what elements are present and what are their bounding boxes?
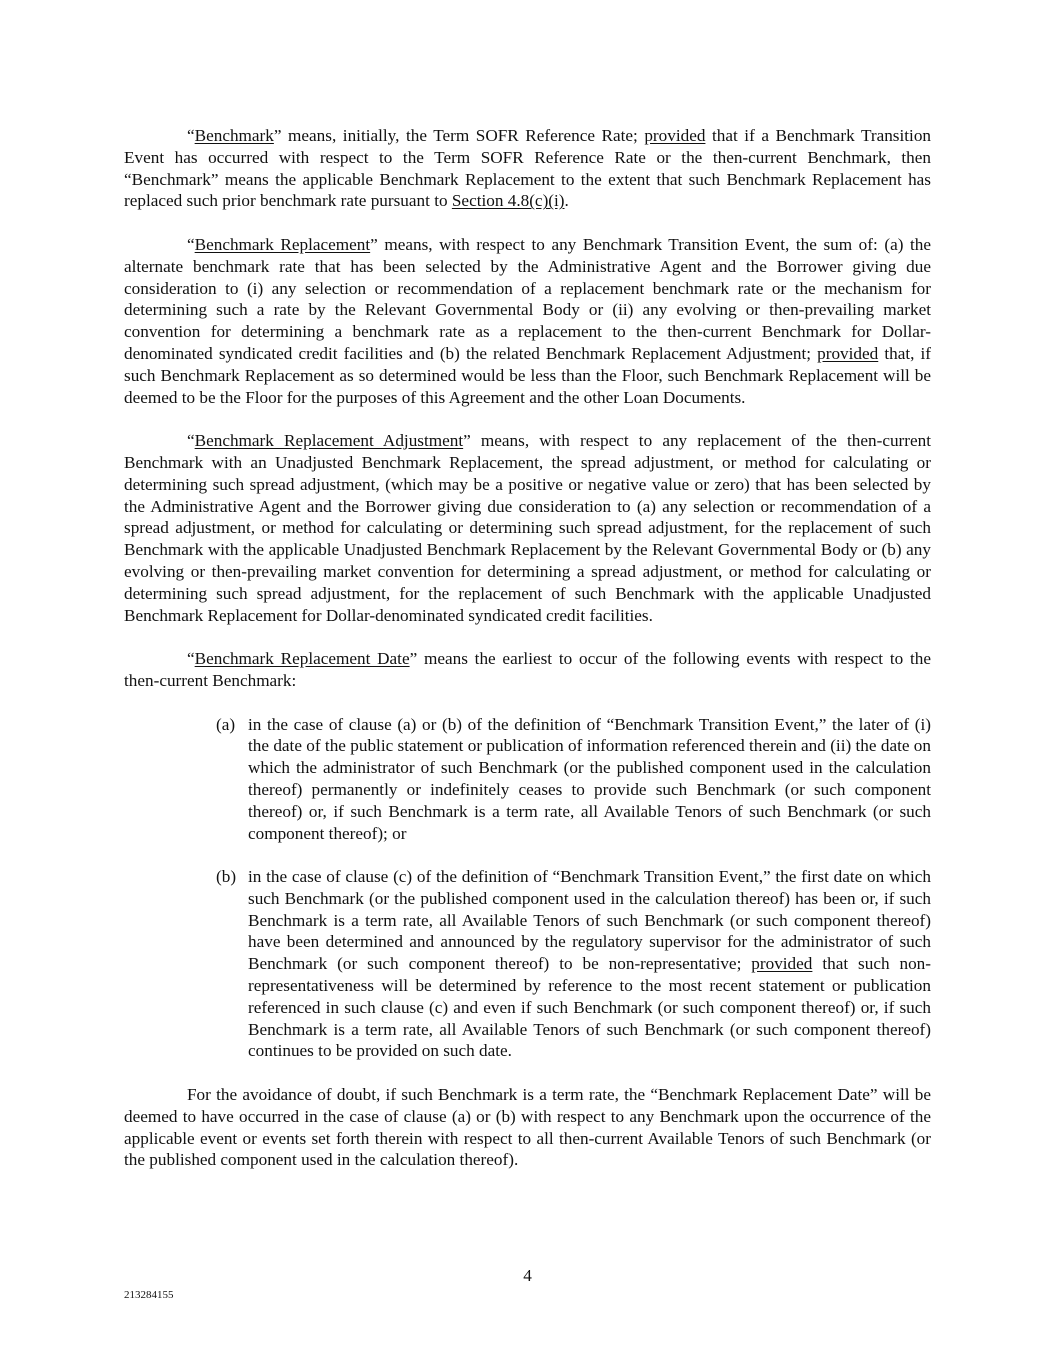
provided-term: provided	[751, 954, 813, 974]
avoidance-of-doubt-paragraph: For the avoidance of doubt, if such Benchmark is a term rate, the “Benchmark Replacement Date” will be deemed to have occurred in the case of clause (a) or (b) with respect to any Benchmark upon the occurrence of the applicable event or events set forth therein with respect to all then-current Available Tenors of such Benchmark (or the published component used in the calculation thereof).	[124, 1085, 931, 1170]
provided-term: provided	[644, 126, 706, 145]
list-item-b: (b) in the case of clause (c) of the definition of “Benchmark Transition Event,” the first date on which such Benchmark (or the published component used in the calculation thereof) has been or, if such Benchmark is a term rate, all Available Tenors of such Benchmark (or such component thereof) have been determined and announced by the regulatory supervisor for the administrator of such Benchmark (or such component thereof) to be non-representative; provided that such non-representativeness will be determined by reference to the most recent statement or publication referenced in such clause (c) and even if such Benchmark (or such component thereof) or, if such Benchmark is a term rate, all Available Tenors of such Benchmark (or such component thereof) continues to be provided on such date.	[216, 867, 931, 1061]
provided-term: provided	[817, 343, 879, 363]
list-item-a	[216, 714, 931, 845]
defined-term: Benchmark Replacement Adjustment	[194, 431, 464, 451]
list-item-label: (b)	[216, 867, 237, 887]
definition-benchmark-replacement-date: “Benchmark Replacement Date” means the earliest to occur of the following events with respect to the then-current Benchmark:	[124, 649, 931, 690]
definition-benchmark: “Benchmark” means, initially, the Term SOFR Reference Rate; provided that if a Benchmark Transition Event has occurred with respect to the Term SOFR Reference Rate or the then-current Benchmark, then “Benchmark” means the applicable Benchmark Replacement to the extent that such Benchmark Replacement has replaced such prior benchmark rate pursuant to Section 4.8(c)(i).	[124, 126, 932, 211]
section-reference: Section 4.8(c)(i)	[451, 191, 565, 211]
list-item-text: in the case of clause (a) or (b) of the definition of “Benchmark Transition Event,” the later of (i) the date of the public statement or publication of information referenced therein and (ii) the date on which the administrator of such Benchmark (or the published component used in the calculation thereof) permanently or indefinitely ceases to provide such Benchmark (or such component thereof) or, if such Benchmark is a term rate, all Available Tenors of such Benchmark (or such component thereof); or	[248, 714, 931, 843]
page-number: 4	[523, 1266, 532, 1285]
definition-benchmark-replacement: “Benchmark Replacement” means, with respect to any Benchmark Transition Event, the sum of: (a) the alternate benchmark rate that has been selected by the Administrative Agent and the Borrower giving due consideration to (i) any selection or recommendation of a replacement benchmark rate or the mechanism for determining such a rate by the Relevant Governmental Body or (ii) any evolving or then-prevailing market convention for determining a benchmark rate as a replacement to the then-current Benchmark for Dollar-denominated syndicated credit facilities and (b) the related Benchmark Replacement Adjustment; provided that, if such Benchmark Replacement as so determined would be less than the Floor, such Benchmark Replacement will be deemed to be the Floor for the purposes of this Agreement and the other Loan Documents.	[124, 234, 931, 407]
defined-term: Benchmark Replacement Date	[194, 649, 410, 669]
document-id: 213284155	[124, 1289, 174, 1301]
definition-benchmark-replacement-adjustment: “Benchmark Replacement Adjustment” means, with respect to any replacement of the then-current Benchmark with an Unadjusted Benchmark Replacement, the spread adjustment, or method for calculating or determining such spread adjustment, (which may be a positive or negative value or zero) that has been selected by the Administrative Agent and the Borrower giving due consideration to (a) any selection or recommendation of a spread adjustment, or method for calculating or determining such spread adjustment, for the replacement of such Benchmark with the applicable Unadjusted Benchmark Replacement by the Relevant Governmental Body or (b) any evolving or then-prevailing market convention for determining a spread adjustment, or method for calculating or determining such spread adjustment, for the replacement of such Benchmark with the applicable Unadjusted Benchmark Replacement for Dollar-denominated syndicated credit facilities.	[124, 431, 931, 625]
list-item-label: (a)	[216, 714, 236, 734]
document-body	[124, 125, 931, 1193]
defined-term: Benchmark Replacement	[194, 234, 371, 254]
defined-term: Benchmark	[194, 126, 274, 145]
